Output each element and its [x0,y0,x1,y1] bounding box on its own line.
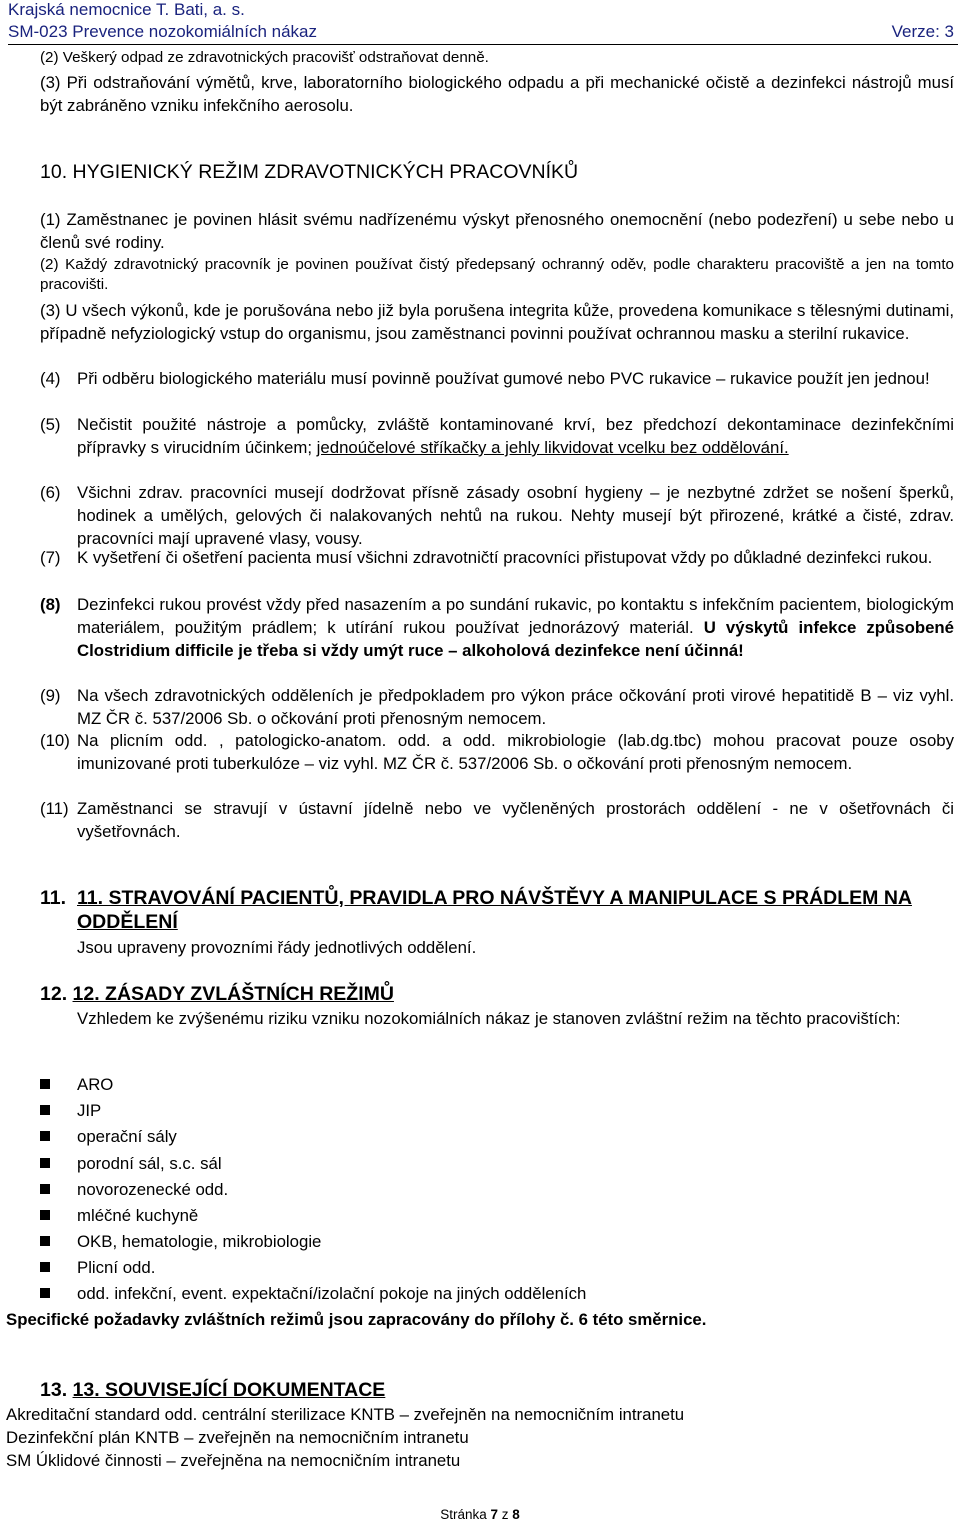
page-footer [0,1507,960,1523]
s10-item-4-text: Při odběru biologického materiálu musí povinně používat gumové nebo PVC rukavice – rukavice použít jen jednou! [77,369,930,388]
s10-item-5-number: (5) [40,415,61,434]
list-bullet [40,1105,50,1115]
s10-item-8 [40,593,954,662]
section-13-title-text: 13. SOUVISEJÍCÍ DOKUMENTACE [72,1379,386,1401]
related-doc-line: SM Úklidové činnosti – zveřejněna na nemocničním intranetu [6,1451,461,1470]
section-12-note: Specifické požadavky zvláštních režimů jsou zapracovány do přílohy č. 6 této směrnice. [6,1310,707,1329]
s10-item-9 [40,684,954,730]
section-13-number: 13. [40,1379,73,1401]
section-11-text: Jsou upraveny provozními řády jednotlivých oddělení. [77,938,477,957]
related-doc-line: Dezinfekční plán KNTB – zveřejněn na nemocničním intranetu [6,1428,469,1447]
s10-item-7-text: K vyšetření či ošetření pacienta musí všichni zdravotničtí pracovníci přistupovat vždy po důkladné dezinfekci rukou. [77,548,933,567]
list-item: ARO [77,1075,114,1094]
s10-item-11-number: (11) [40,799,69,818]
s10-item-10-number: (10) [40,731,70,750]
section-11-title [40,886,954,934]
s10-item-9-number: (9) [40,686,61,705]
prev-item-2: (2) Veškerý odpad ze zdravotnických pracovišť odstraňovat denně. [40,49,489,66]
s10-item-11 [40,797,954,843]
list-bullet [40,1288,50,1298]
s10-item-5 [40,413,954,459]
section-13-title [40,1378,385,1402]
list-item: OKB, hematologie, mikrobiologie [77,1232,322,1251]
header-doc-title: SM-023 Prevence nozokomiálních nákaz [8,22,317,41]
s10-item-4 [40,367,954,390]
list-item: odd. infekční, event. expektační/izolační pokoje na jiných odděleních [77,1284,587,1303]
s10-item-3: (3) U všech výkonů, kde je porušována nebo již byla porušena integrita kůže, provedena komunikace s tělesnými dutinami, případně nefyziologický vstup do organismu, jsou zaměstnanci povinni používat ochrannou masku a sterilní rukavice. [40,301,954,343]
section-10-title: 10. HYGIENICKÝ REŽIM ZDRAVOTNICKÝCH PRACOVNÍKŮ [40,161,579,183]
s10-item-10 [40,729,954,775]
list-bullet [40,1158,50,1168]
list-item: operační sály [77,1127,177,1146]
s10-item-5-text [77,413,954,459]
s10-item-8-text-bold: U výskytů infekce způsobené Clostridium difficile je třeba si vždy umýt ruce – alkoholová dezinfekce není účinná! [77,618,954,660]
header-version: Verze: 3 [891,22,954,41]
footer-prefix: Stránka [440,1507,491,1522]
list-item: novorozenecké odd. [77,1180,229,1199]
s10-item-6-number: (6) [40,483,61,502]
s10-item-8-text [77,593,954,662]
list-item: mléčné kuchyně [77,1206,199,1225]
section-12-number: 12. [40,983,73,1005]
section-12-title-text: 12. ZÁSADY ZVLÁŠTNÍCH REŽIMŮ [72,983,394,1005]
list-item: Plicní odd. [77,1258,156,1277]
s10-item-9-text: Na všech zdravotnických odděleních je předpokladem pro výkon práce očkování proti virové hepatitidě B – viz vyhl. MZ ČR č. 537/2006 Sb. o očkování proti přenosným nemocem. [77,686,954,728]
footer-page-number: 7 [490,1507,498,1522]
s10-item-5-text-underlined: jednoúčelové stříkačky a jehly likvidovat vcelku bez oddělování. [316,438,789,457]
footer-mid: z [498,1507,513,1522]
list-bullet [40,1079,50,1089]
list-bullet [40,1262,50,1272]
section-11-title-text: 11. STRAVOVÁNÍ PACIENTŮ, PRAVIDLA PRO NÁVŠTĚVY A MANIPULACE S PRÁDLEM NA ODDĚLENÍ [77,887,912,933]
s10-item-2: (2) Každý zdravotnický pracovník je povinen používat čistý předepsaný ochranný oděv, podle charakteru pracoviště a jen na tomto pracovišti. [40,256,954,293]
list-bullet [40,1184,50,1194]
list-item: JIP [77,1101,102,1120]
s10-item-4-number: (4) [40,369,61,388]
s10-item-6-text: Všichni zdrav. pracovníci musejí dodržovat přísně zásady osobní hygieny – je nezbytné zdržet se nošení šperků, hodinek a umělých, gelových či nalakovaných nehtů na rukou. Nehty musejí být přirozené, krátké a čisté, zdrav. pracovníci mají upravené vlasy, vousy. [77,483,954,548]
section-11-number: 11. [40,887,67,909]
related-docs [6,1403,684,1472]
s10-item-11-text: Zaměstnanci se stravují v ústavní jídelně nebo ve vyčleněných prostorách oddělení - ne v ošetřovnách či vyšetřovnách. [77,799,954,841]
s10-item-7-number: (7) [40,548,61,567]
s10-item-1: (1) Zaměstnanec je povinen hlásit svému nadřízenému výskyt přenosného onemocnění (nebo podezření) u sebe nebo u členů své rodiny. [40,210,954,252]
related-doc-line: Akreditační standard odd. centrální sterilizace KNTB – zveřejněn na nemocničním intranetu [6,1405,685,1424]
list-bullet [40,1131,50,1141]
prev-item-3: (3) Při odstraňování výmětů, krve, laboratorního biologického odpadu a při mechanické očistě a dezinfekci nástrojů musí být zabráněno vzniku infekčního aerosolu. [40,73,954,115]
list-bullet [40,1210,50,1220]
s10-item-5-text-a: Nečistit použité nástroje a pomůcky, zvláště kontaminované krví, bez předchozí dekontaminace dezinfekčními přípravky s virucidním účinkem; [77,415,954,457]
s10-item-8-text-a: Dezinfekci rukou provést vždy před nasazením a po sundání rukavic, po kontaktu s infekčním pacientem, biologickým materiálem, použitým prádlem; k utírání rukou používat jednorázový materiál. [77,595,954,637]
section-12-title [40,982,394,1006]
footer-page-total: 8 [512,1507,520,1522]
list-bullet [40,1236,50,1246]
list-item: porodní sál, s.c. sál [77,1154,222,1173]
header-org: Krajská nemocnice T. Bati, a. s. [8,0,245,19]
section-12-intro: Vzhledem ke zvýšenému riziku vzniku nozokomiálních nákaz je stanoven zvláštní režim na těchto pracovištích: [77,1009,901,1028]
s10-item-10-text: Na plicním odd. , patologicko-anatom. odd. a odd. mikrobiologie (lab.dg.tbc) mohou pracovat pouze osoby imunizované proti tuberkulóze – viz vyhl. MZ ČR č. 537/2006 Sb. o očkování proti přenosným nemocem. [77,731,954,773]
s10-item-8-number: (8) [40,595,61,614]
s10-item-7 [40,546,954,569]
s10-item-6 [40,481,954,550]
header-divider [8,44,958,45]
